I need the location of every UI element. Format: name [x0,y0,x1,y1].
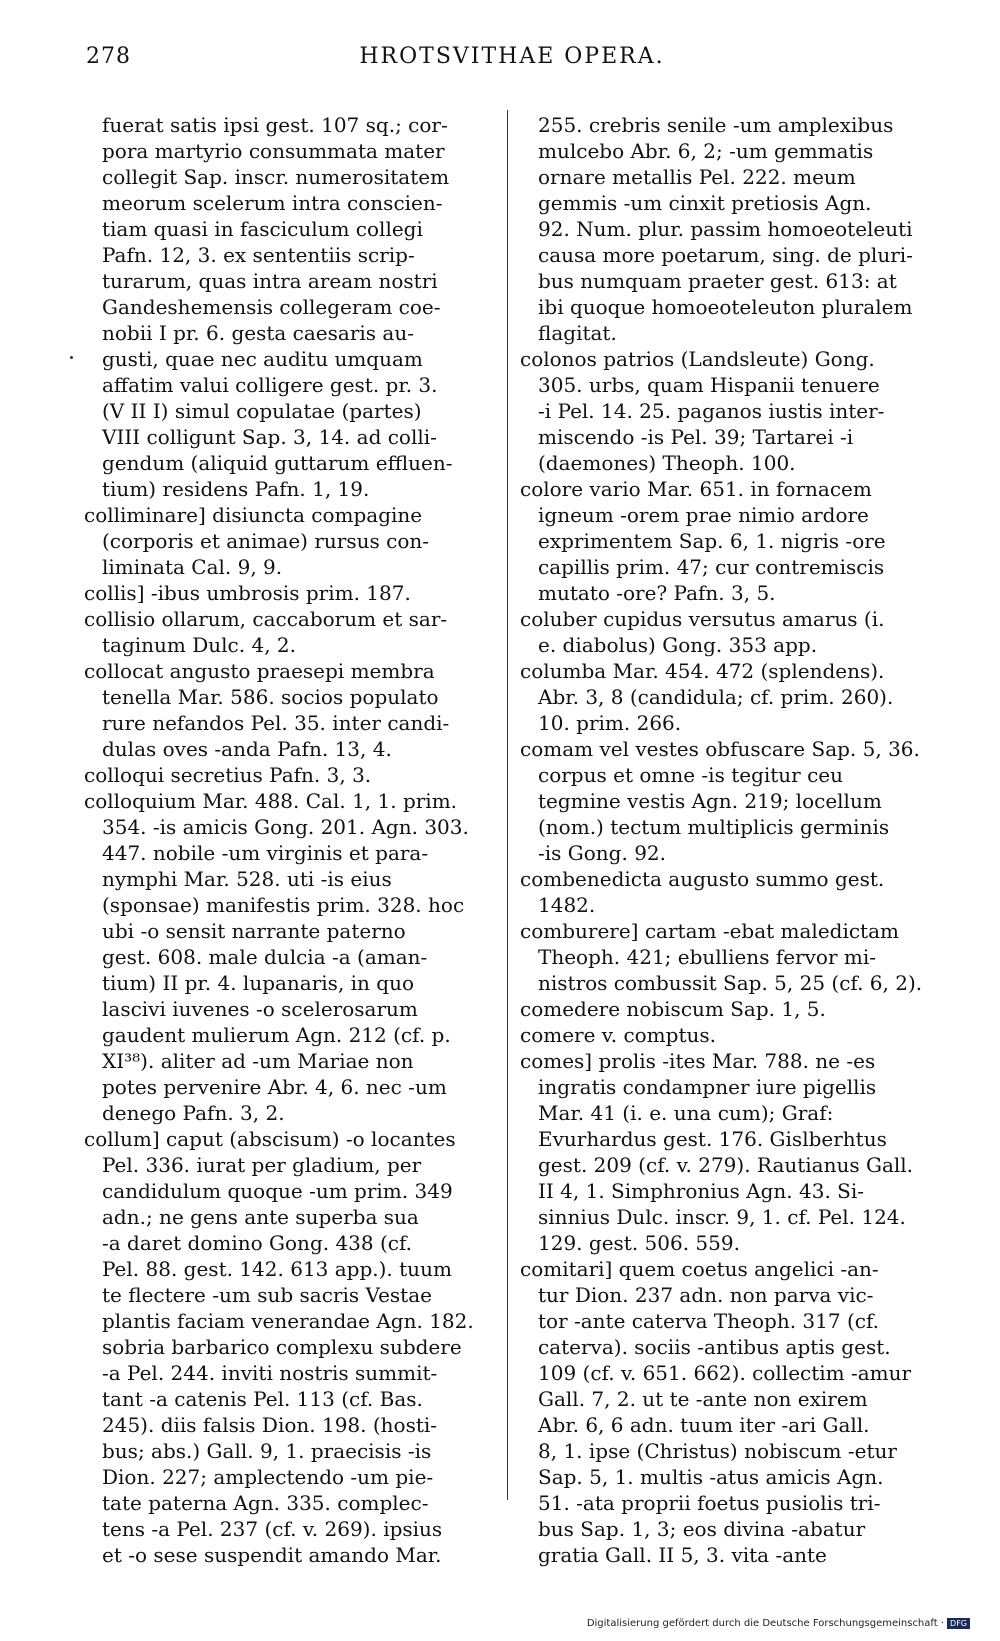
text-line: et -o sese suspendit amando Mar. [102,1543,442,1567]
text-line: Theoph. 421; ebulliens fervor mi- [538,945,876,969]
text-line: colloqui secretius Pafn. 3, 3. [84,763,372,787]
text-line: sobria barbarico complexu subdere [102,1335,462,1359]
text-line: comam vel vestes obfuscare Sap. 5, 36. [520,737,920,761]
text-line: (daemones) Theoph. 100. [538,451,796,475]
running-title: HROTSVITHAE OPERA. [359,44,665,69]
text-line: Pafn. 12, 3. ex sententiis scrip- [102,243,415,267]
text-line: tium) residens Pafn. 1, 19. [102,477,370,501]
text-line: 305. urbs, quam Hispanii tenuere [538,373,880,397]
text-line: (sponsae) manifestis prim. 328. hoc [102,893,465,917]
text-line: liminata Cal. 9, 9. [102,555,283,579]
text-line: Pel. 336. iurat per gladium, per [102,1153,422,1177]
text-line: te flectere -um sub sacris Vestae [102,1283,432,1307]
text-line: Dion. 227; amplectendo -um pie- [102,1465,434,1489]
text-line: meorum scelerum intra conscien- [102,191,443,215]
text-line: miscendo -is Pel. 39; Tartarei -i [538,425,854,449]
text-line: (V II I) simul copulatae (partes) [102,399,422,423]
text-line: tur Dion. 237 adn. non parva vic- [538,1283,874,1307]
text-line: affatim valui colligere gest. pr. 3. [102,373,438,397]
text-line: tiam quasi in fasciculum collegi [102,217,423,241]
text-line: tenella Mar. 586. socios populato [102,685,439,709]
margin-mark [70,356,73,359]
text-line: potes pervenire Abr. 4, 6. nec -um [102,1075,447,1099]
text-line: Evurhardus gest. 176. Gislberhtus [538,1127,887,1151]
column-divider [507,110,508,1500]
text-line: collis] -ibus umbrosis prim. 187. [84,581,411,605]
text-line: caterva). sociis -antibus aptis gest. [538,1335,891,1359]
text-line: bus; abs.) Gall. 9, 1. praecisis -is [102,1439,432,1463]
text-line: 447. nobile -um virginis et para- [102,841,429,865]
dfg-logo: DFG [947,1618,970,1629]
text-line: 255. crebris senile -um amplexibus [538,113,894,137]
credit-text: Digitalisierung gefördert durch die Deutsche Forschungsgemeinschaft · [586,1618,945,1629]
text-line: ornare metallis Pel. 222. meum [538,165,856,189]
text-line: lascivi iuvenes -o scelerosarum [102,997,418,1021]
text-line: coluber cupidus versutus amarus (i. [520,607,885,631]
page-header [86,44,938,84]
text-line: 1482. [538,893,596,917]
right-column [520,112,942,1568]
text-line: comitari] quem coetus angelici -an- [520,1257,879,1281]
text-line: tens -a Pel. 237 (cf. v. 269). ipsius [102,1517,443,1541]
text-line: ibi quoque homoeoteleuton pluralem [538,295,913,319]
text-line: (nom.) tectum multiplicis germinis [538,815,890,839]
text-line: gest. 608. male dulcia -a (aman- [102,945,428,969]
text-line: gusti, quae nec auditu umquam [102,347,423,371]
text-line: Mar. 41 (i. e. una cum); Graf: [538,1101,834,1125]
text-line: igneum -orem prae nimio ardore [538,503,869,527]
text-line: tegmine vestis Agn. 219; locellum [538,789,882,813]
text-line: columba Mar. 454. 472 (splendens). [520,659,885,683]
text-line: 92. Num. plur. passim homoeoteleuti [538,217,913,241]
text-line: Abr. 6, 6 adn. tuum iter -ari Gall. [538,1413,870,1437]
text-line: colore vario Mar. 651. in fornacem [520,477,872,501]
text-line: gest. 209 (cf. v. 279). Rautianus Gall. [538,1153,914,1177]
text-line: -is Gong. 92. [538,841,666,865]
text-line: collum] caput (abscisum) -o locantes [84,1127,456,1151]
text-line: fuerat satis ipsi gest. 107 sq.; cor- [102,113,448,137]
text-line: colonos patrios (Landsleute) Gong. [520,347,875,371]
text-line: capillis prim. 47; cur contremiscis [538,555,885,579]
text-line: 51. -ata proprii foetus pusiolis tri- [538,1491,881,1515]
text-line: Sap. 5, 1. multis -atus amicis Agn. [538,1465,884,1489]
text-line: colloquium Mar. 488. Cal. 1, 1. prim. [84,789,458,813]
text-line: Gall. 7, 2. ut te -ante non exirem [538,1387,868,1411]
text-line: bus Sap. 1, 3; eos divina -abatur [538,1517,866,1541]
text-line: -a daret domino Gong. 438 (cf. [102,1231,413,1255]
text-line: candidulum quoque -um prim. 349 [102,1179,453,1203]
text-line: sinnius Dulc. inscr. 9, 1. cf. Pel. 124. [538,1205,906,1229]
text-line: pora martyrio consummata mater [102,139,445,163]
text-line: exprimentem Sap. 6, 1. nigris -ore [538,529,886,553]
text-line: II 4, 1. Simphronius Agn. 43. Si- [538,1179,865,1203]
text-line: denego Pafn. 3, 2. [102,1101,285,1125]
text-line: -a Pel. 244. inviti nostris summit- [102,1361,438,1385]
text-line: comes] prolis -ites Mar. 788. ne -es [520,1049,876,1073]
text-line: 354. -is amicis Gong. 201. Agn. 303. [102,815,469,839]
text-line: nymphi Mar. 528. uti -is eius [102,867,392,891]
text-line: Gandeshemensis collegeram coe- [102,295,441,319]
left-column [84,112,499,1568]
text-line: tant -a catenis Pel. 113 (cf. Bas. [102,1387,423,1411]
text-line: rure nefandos Pel. 35. inter candi- [102,711,450,735]
text-line: adn.; ne gens ante superba sua [102,1205,419,1229]
text-line: gaudent mulierum Agn. 212 (cf. p. [102,1023,451,1047]
text-line: gratia Gall. II 5, 3. vita -ante [538,1543,827,1567]
text-line: gemmis -um cinxit pretiosis Agn. [538,191,872,215]
text-line: collisio ollarum, caccaborum et sar- [84,607,448,631]
text-line: collegit Sap. inscr. numerositatem [102,165,450,189]
text-line: gendum (aliquid guttarum effluen- [102,451,453,475]
text-line: 245). diis falsis Dion. 198. (hosti- [102,1413,438,1437]
text-line: flagitat. [538,321,617,345]
text-line: ubi -o sensit narrante paterno [102,919,406,943]
text-line: comburere] cartam -ebat maledictam [520,919,899,943]
text-line: (corporis et animae) rursus con- [102,529,429,553]
text-line: causa more poetarum, sing. de pluri- [538,243,913,267]
text-line: tor -ante caterva Theoph. 317 (cf. [538,1309,880,1333]
text-line: 10. prim. 266. [538,711,682,735]
text-line: mutato -ore? Pafn. 3, 5. [538,581,776,605]
text-line: corpus et omne -is tegitur ceu [538,763,844,787]
text-line: tium) II pr. 4. lupanaris, in quo [102,971,415,995]
text-line: Abr. 3, 8 (candidula; cf. prim. 260). [538,685,894,709]
text-line: nobii I pr. 6. gesta caesaris au- [102,321,414,345]
text-line: collocat angusto praesepi membra [84,659,435,683]
text-line: turarum, quas intra aream nostri [102,269,438,293]
text-line: comedere nobiscum Sap. 1, 5. [520,997,826,1021]
text-line: 129. gest. 506. 559. [538,1231,740,1255]
text-line: mulcebo Abr. 6, 2; -um gemmatis [538,139,874,163]
text-line: e. diabolus) Gong. 353 app. [538,633,818,657]
text-line: VIII colligunt Sap. 3, 14. ad colli- [102,425,437,449]
text-line: nistros combussit Sap. 5, 25 (cf. 6, 2). [538,971,923,995]
text-line: ingratis condampner iure pigellis [538,1075,877,1099]
text-line: tate paterna Agn. 335. complec- [102,1491,429,1515]
text-line: 8, 1. ipse (Christus) nobiscum -etur [538,1439,897,1463]
text-line: plantis faciam venerandae Agn. 182. [102,1309,474,1333]
text-line: comere v. comptus. [520,1023,716,1047]
page-number: 278 [86,44,131,69]
text-line: Pel. 88. gest. 142. 613 app.). tuum [102,1257,452,1281]
text-line: combenedicta augusto summo gest. [520,867,885,891]
footer-credit [587,1618,970,1629]
text-line: colliminare] disiuncta compagine [84,503,423,527]
text-line: bus numquam praeter gest. 613: at [538,269,897,293]
text-line: -i Pel. 14. 25. paganos iustis inter- [538,399,885,423]
text-line: XI³⁸). aliter ad -um Mariae non [102,1049,414,1073]
text-line: taginum Dulc. 4, 2. [102,633,296,657]
text-line: dulas oves -anda Pafn. 13, 4. [102,737,392,761]
text-line: 109 (cf. v. 651. 662). collectim -amur [538,1361,912,1385]
